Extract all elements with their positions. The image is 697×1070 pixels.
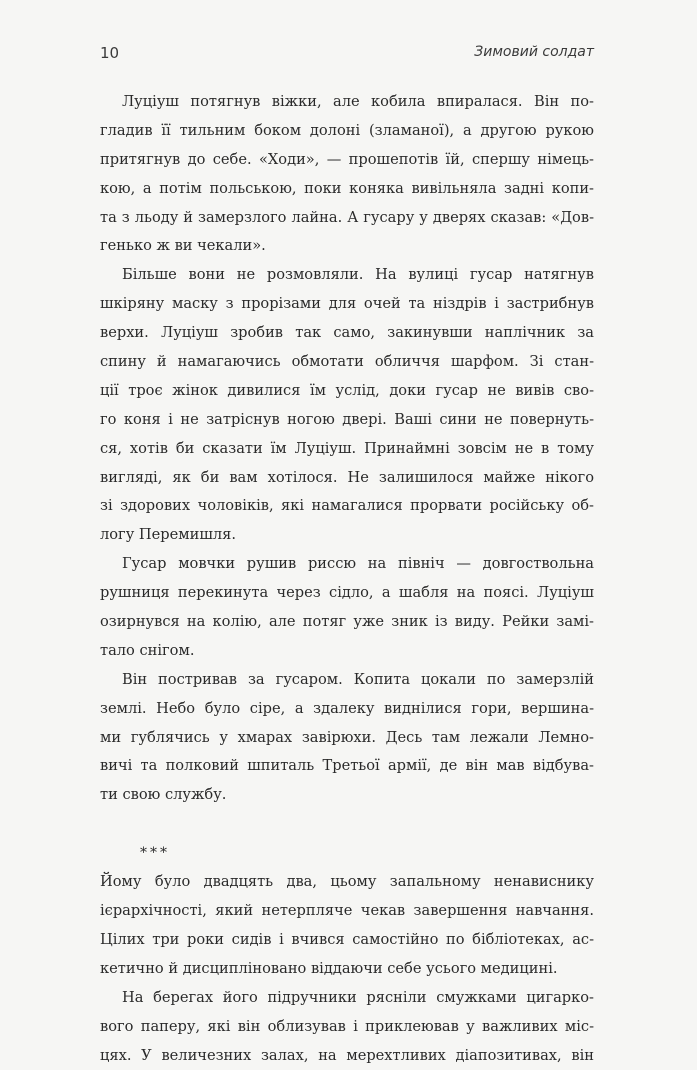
text-line: Більше вони не розмовляли. На вулиці гусар натягнув xyxy=(100,261,594,290)
text-line: тало снігом. xyxy=(100,637,594,666)
paragraph xyxy=(100,261,594,550)
text-line: ти свою службу. xyxy=(100,781,594,810)
text-line: землі. Небо було сіре, а здалеку виднілися гори, вершина- xyxy=(100,695,594,724)
text-line: ції троє жінок дивилися їм услід, доки гусар не вивів сво- xyxy=(100,377,594,406)
text-line: зі здорових чоловіків, які намагалися прорвати російську об- xyxy=(100,492,594,521)
text-line: Він постривав за гусаром. Копита цокали по замерзлій xyxy=(100,666,594,695)
text-line: рушниця перекинута через сідло, а шабля на поясі. Луціуш xyxy=(100,579,594,608)
text-line: притягнув до себе. «Ходи», — прошепотів їй, спершу німець- xyxy=(100,146,594,175)
text-line: шкіряну маску з прорізами для очей та ніздрів і застрибнув xyxy=(100,290,594,319)
text-line: цях. У величезних залах, на мерехтливих діапозитивах, він xyxy=(100,1042,594,1070)
paragraph xyxy=(100,88,594,261)
text-line: ієрархічності, який нетерпляче чекав завершення навчання. xyxy=(100,897,594,926)
text-line: вигляді, як би вам хотілося. Не залишилося майже нікого xyxy=(100,464,594,493)
text-line: ми гублячись у хмарах завірюхи. Десь там лежали Лемно- xyxy=(100,724,594,753)
body-text xyxy=(100,88,594,1070)
text-line: та з льоду й замерзлого лайна. А гусару у дверях сказав: «Дов- xyxy=(100,204,594,233)
text-line: логу Перемишля. xyxy=(100,521,594,550)
page-number: 10 xyxy=(100,44,119,62)
text-line: вичі та полковий шпиталь Третьої армії, де він мав відбува- xyxy=(100,752,594,781)
text-line: Йому було двадцять два, цьому запальному ненависнику xyxy=(100,868,594,897)
spacer xyxy=(100,810,594,839)
paragraph xyxy=(100,868,594,984)
text-line: верхи. Луціуш зробив так само, закинувши наплічник за xyxy=(100,319,594,348)
text-line: спину й намагаючись обмотати обличчя шарфом. Зі стан- xyxy=(100,348,594,377)
paragraph xyxy=(100,550,594,666)
text-line: кетично й дисципліновано віддаючи себе усього медицині. xyxy=(100,955,594,984)
text-line: Луціуш потягнув віжки, але кобила впиралася. Він по- xyxy=(100,88,594,117)
running-title: Зимовий солдат xyxy=(474,44,594,60)
section-separator: *** xyxy=(100,839,594,868)
text-line: гладив її тильним боком долоні (зламаної), а другою рукою xyxy=(100,117,594,146)
text-line: На берегах його підручники рясніли смужками цигарко- xyxy=(100,984,594,1013)
paragraph xyxy=(100,984,594,1070)
text-line: кою, а потім польською, поки коняка вивільняла задні копи- xyxy=(100,175,594,204)
paragraph xyxy=(100,666,594,810)
text-line: ся, хотів би сказати їм Луціуш. Принаймні зовсім не в тому xyxy=(100,435,594,464)
text-line: вого паперу, які він облизував і приклеював у важливих міс- xyxy=(100,1013,594,1042)
text-line: генько ж ви чекали». xyxy=(100,232,594,261)
page-header xyxy=(100,44,594,74)
text-line: Цілих три роки сидів і вчився самостійно по бібліотеках, ас- xyxy=(100,926,594,955)
text-line: Гусар мовчки рушив риссю на північ — довгоствольна xyxy=(100,550,594,579)
text-line: го коня і не затріснув ногою двері. Ваші сини не повернуть- xyxy=(100,406,594,435)
text-line: озирнувся на колію, але потяг уже зник із виду. Рейки замі- xyxy=(100,608,594,637)
